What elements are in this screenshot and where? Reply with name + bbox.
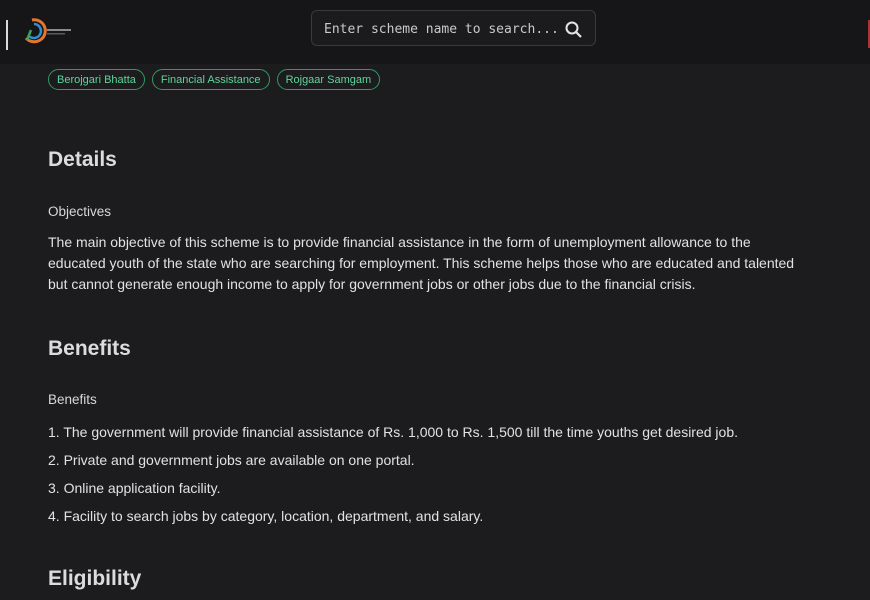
benefit-item: 2. Private and government jobs are available on one portal.	[48, 452, 415, 468]
search-icon	[562, 18, 586, 40]
benefit-item: 1. The government will provide financial assistance of Rs. 1,000 to Rs. 1,500 till the time youths get desired job.	[48, 424, 738, 440]
benefits-subheading: Benefits	[48, 392, 97, 407]
benefits-heading: Benefits	[48, 337, 131, 360]
details-heading: Details	[48, 148, 117, 171]
benefit-item: 3. Online application facility.	[48, 480, 221, 496]
myscheme-logo[interactable]	[22, 16, 76, 46]
eligibility-heading: Eligibility	[48, 567, 142, 590]
tag-berojgari-bhatta[interactable]: Berojgari Bhatta	[48, 69, 145, 90]
search-input[interactable]	[322, 18, 562, 40]
objectives-text: The main objective of this scheme is to provide financial assistance in the form of unemployment allowance to the educated youth of the state who are searching for employment. This scheme helps those who are educated and talented but cannot generate enough income to apply for government jobs or other jobs due to the financial crisis.	[48, 234, 795, 292]
search-box	[311, 10, 596, 46]
benefit-item: 4. Facility to search jobs by category, location, department, and salary.	[48, 508, 484, 524]
scheme-tags	[48, 69, 380, 90]
left-edge-divider	[6, 20, 8, 50]
search-button[interactable]	[562, 18, 586, 40]
tag-rojgaar-samgam[interactable]: Rojgaar Samgam	[277, 69, 381, 90]
top-navigation-bar	[0, 0, 870, 64]
tag-financial-assistance[interactable]: Financial Assistance	[152, 69, 270, 90]
objectives-subheading: Objectives	[48, 204, 112, 219]
